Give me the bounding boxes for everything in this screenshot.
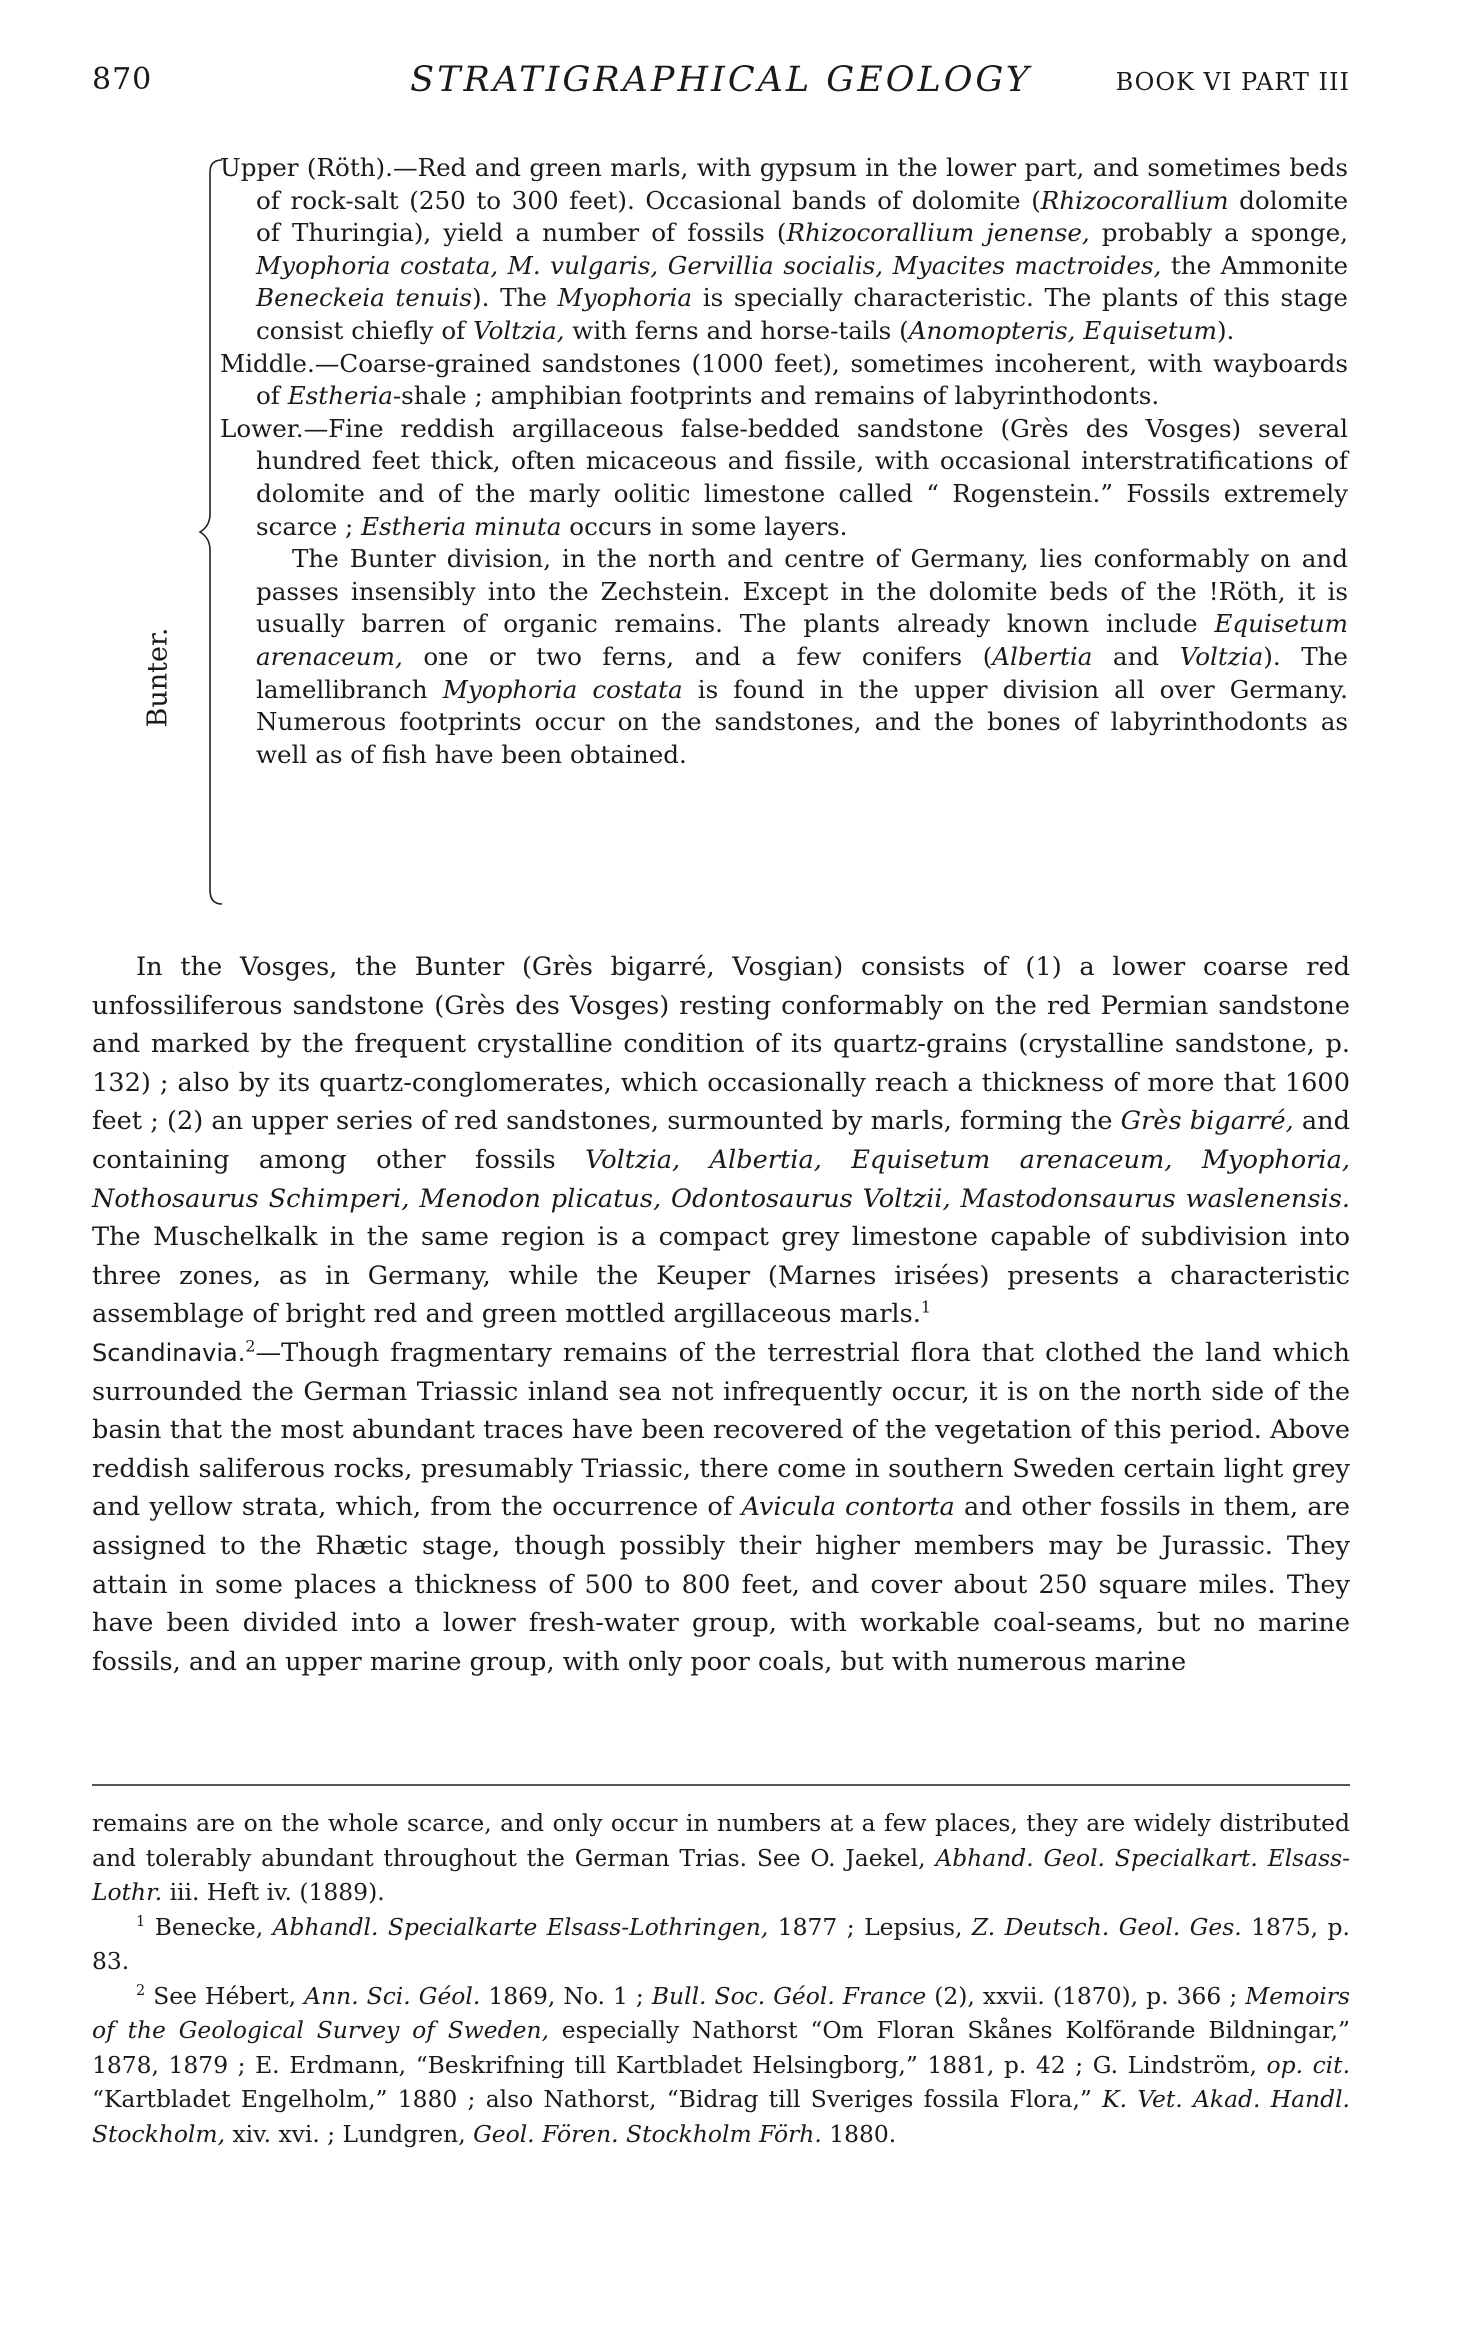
footnote-ref-2[interactable]: 2 bbox=[245, 1336, 256, 1356]
running-title: STRATIGRAPHICAL GEOLOGY bbox=[410, 60, 1032, 100]
bunter-subdivisions bbox=[220, 152, 1348, 771]
bunter-side-label: Bunter. bbox=[142, 627, 174, 728]
footnote-divider bbox=[92, 1784, 1350, 1786]
book-part-label: BOOK VI PART III bbox=[1115, 68, 1350, 96]
upper-roth-entry: Upper (Röth).—Red and green marls, with gypsum in the lower part, and sometimes beds of rock-salt (250 to 300 feet). Occasional bands of dolomite (Rhizocorallium dolomite of Thuringia), yield a number of fossils (Rhizocorallium jenense, probably a sponge, Myophoria costata, M. vulgaris, Gervillia socialis, Myacites mactroides, the Ammonite Beneckeia tenuis). The Myophoria is specially characteristic. The plants of this stage consist chiefly of Voltzia, with ferns and horse-tails (Anomopteris, Equisetum). bbox=[220, 153, 1349, 345]
bunter-subdivision-table bbox=[142, 152, 1350, 912]
page-header bbox=[92, 62, 1350, 106]
footnotes bbox=[92, 1806, 1350, 2151]
vosges-paragraph: In the Vosges, the Bunter (Grès bigarré, Vosgian) consists of (1) a lower coarse red unfossiliferous sandstone (Grès des Vosges) resting conformably on the red Permian sandstone and marked by the frequent crystalline condition of its quartz-grains (crystalline sandstone, p. 132) ; also by its quartz-conglomerates, which occasionally reach a thickness of more that 1600 feet ; (2) an upper series of red sandstones, surmounted by marls, forming the Grès bigarré, and containing among other fossils Voltzia, Albertia, Equisetum arenaceum, Myophoria, Nothosaurus Schimperi, Menodon plicatus, Odontosaurus Voltzii, Mastodonsaurus waslenensis. The Muschelkalk in the same region is a compact grey limestone capable of subdivision into three zones, as in Germany, while the Keuper (Marnes irisées) presents a characteristic assemblage of bright red and green mottled argillaceous marls.$^1$ bbox=[92, 952, 1351, 1330]
section-lead-scandinavia: Scandinavia. bbox=[92, 1338, 246, 1367]
footnote-2: $^2$ See Hébert, Ann. Sci. Géol. 1869, No. 1 ; Bull. Soc. Géol. France (2), xxvii. (1870), p. 366 ; Memoirs of the Geological Survey of Sweden, especially Nathorst “Om Floran Skånes Kolförande Bildningar,” 1878, 1879 ; E. Erdmann, “Beskrifning till Kartbladet Helsingborg,” 1881, p. 42 ; G. Lindström, op. cit. “Kartbladet Engelholm,” 1880 ; also Nathorst, “Bidrag till Sveriges fossila Flora,” K. Vet. Akad. Handl. Stockholm, xiv. xvi. ; Lundgren, Geol. Fören. Stockholm Förh. 1880. bbox=[92, 1981, 1351, 2148]
lower-entry: Lower.—Fine reddish argillaceous false-bedded sandstone (Grès des Vosges) several hundred feet thick, often micaceous and fissile, with occasional interstratifications of dolomite and of the marly oolitic limestone called “ Rogenstein.” Fossils extremely scarce ; Estheria minuta occurs in some layers. bbox=[220, 413, 1348, 541]
page-number: 870 bbox=[92, 62, 153, 97]
footnote-ref-1[interactable]: 1 bbox=[920, 1297, 931, 1317]
middle-entry: Middle.—Coarse-grained sandstones (1000 feet), sometimes incoherent, with wayboards of Estheria-shale ; amphibian footprints and remains of labyrinthodonts. bbox=[220, 348, 1348, 411]
main-text bbox=[92, 948, 1350, 1681]
scandinavia-paragraph: Scandinavia.$^2$—Though fragmentary remains of the terrestrial flora that clothed the land which surrounded the German Triassic inland sea not infrequently occur, it is on the north side of the basin that the most abundant traces have been recovered of the vegetation of this period. Above reddish saliferous rocks, presumably Triassic, there come in southern Sweden certain light grey and yellow strata, which, from the occurrence of Avicula contorta and other fossils in them, are assigned to the Rhætic stage, though possibly their higher members may be Jurassic. They attain in some places a thickness of 500 to 800 feet, and cover about 250 square miles. They have been divided into a lower fresh-water group, with workable coal-seams, but no marine fossils, and an upper marine group, with only poor coals, but with numerous marine bbox=[92, 1336, 1351, 1677]
footnote-continuation: remains are on the whole scarce, and only occur in numbers at a few places, they are widely distributed and tolerably abundant throughout the German Trias. See O. Jaekel, Abhand. Geol. Specialkart. Elsass-Lothr. iii. Heft iv. (1889). bbox=[92, 1809, 1350, 1906]
bunter-note: The Bunter division, in the north and centre of Germany, lies conformably on and passes insensibly into the Zechstein. Except in the dolomite beds of the !Röth, it is usually barren of organic remains. The plants already known include Equisetum arenaceum, one or two ferns, and a few conifers (Albertia and Voltzia). The lamellibranch Myophoria costata is found in the upper division all over Germany. Numerous footprints occur on the sandstones, and the bones of labyrinthodonts as well as of fish have been obtained. bbox=[256, 544, 1348, 769]
footnote-1: $^1$ Benecke, Abhandl. Specialkarte Elsass-Lothringen, 1877 ; Lepsius, Z. Deutsch. Geol. Ges. 1875, p. 83. bbox=[92, 1912, 1350, 1975]
